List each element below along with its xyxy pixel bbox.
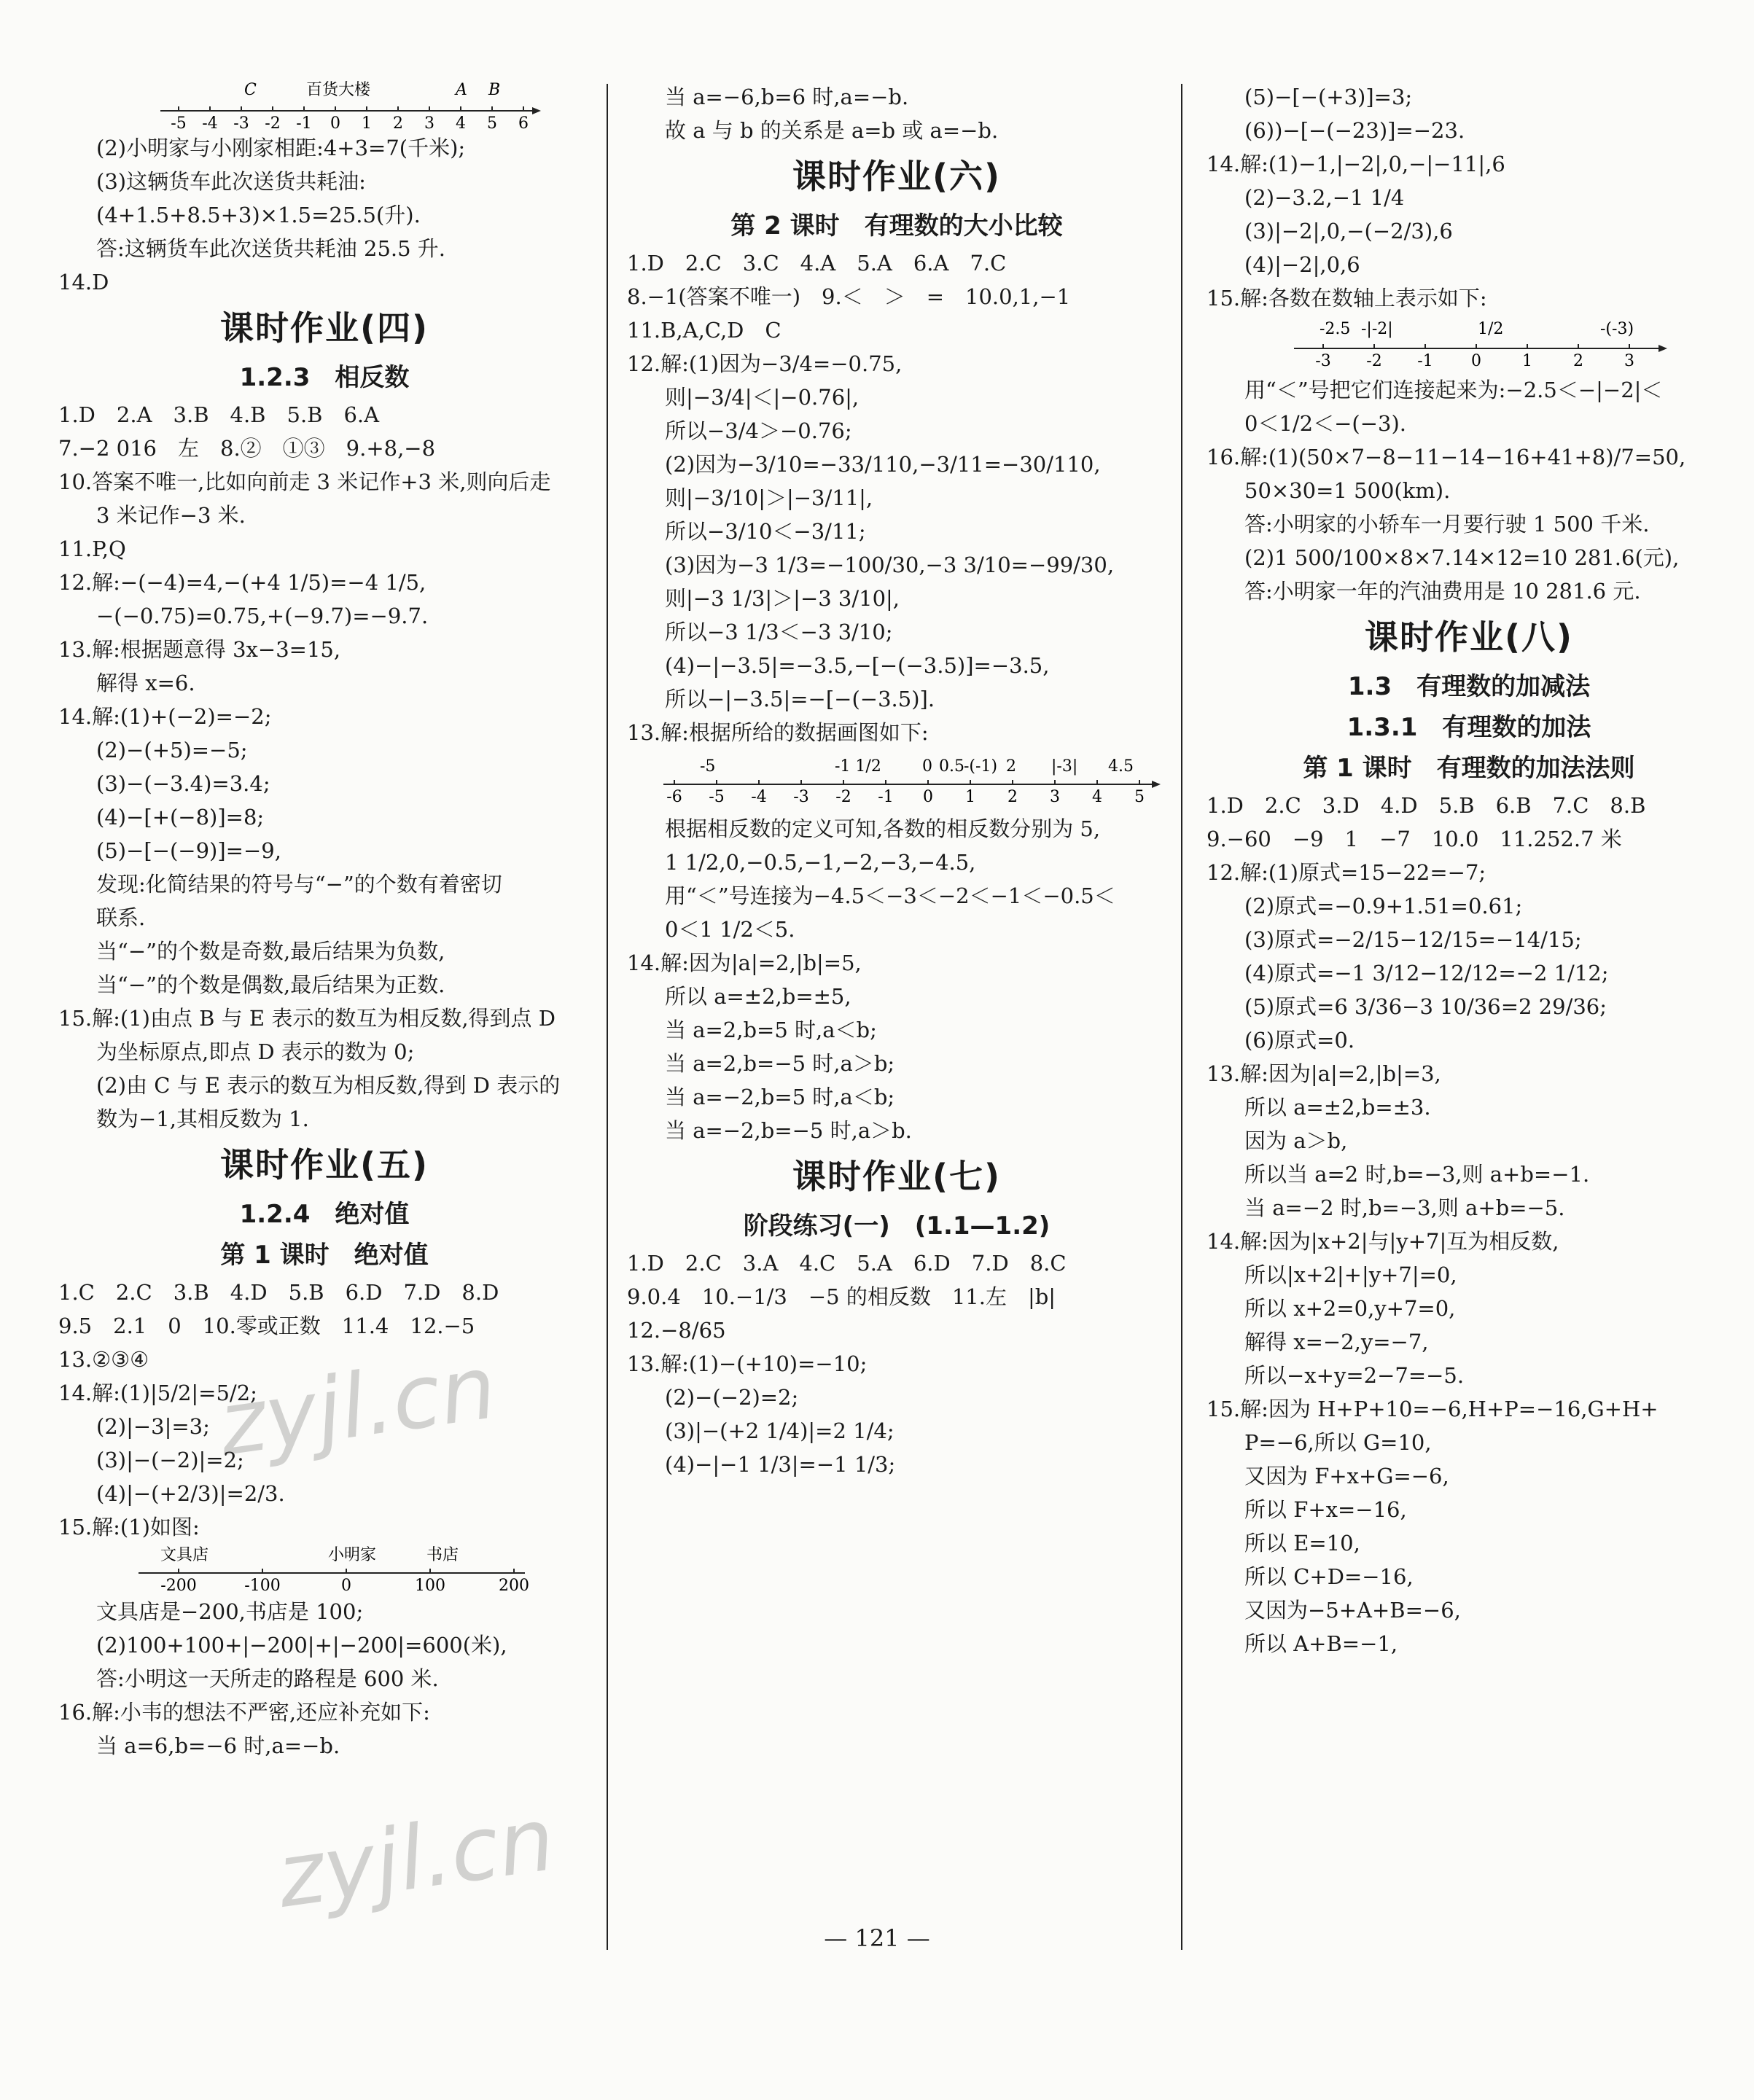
number-line-shops	[58, 80, 590, 131]
answer-line: 16.解:小韦的想法不严密,还应补充如下:	[58, 1700, 430, 1725]
text-block-2c	[627, 812, 1166, 1147]
answer-line: (6)原式=0.	[1244, 1028, 1355, 1053]
page-number: — 121 —	[824, 1924, 930, 1952]
answer-line: 答:小明家一年的汽油费用是 10 281.6 元.	[1244, 579, 1641, 604]
answer-line: (4)|−(+2/3)|=2/3.	[96, 1481, 285, 1506]
answer-line: 0＜1 1/2＜5.	[665, 917, 795, 942]
answer-line: 用“＜”号连接为−4.5＜−3＜−2＜−1＜−0.5＜	[665, 883, 1115, 908]
answer-line: 1 1/2,0,−0.5,−1,−2,−3,−4.5,	[665, 850, 976, 875]
mark-zero: 0	[922, 757, 932, 776]
answer-line: 所以 E=10,	[1244, 1531, 1360, 1556]
text-block-1d	[58, 1595, 590, 1763]
answer-line: 为坐标原点,即点 D 表示的数为 0;	[96, 1039, 415, 1064]
answer-line: 1.D 2.C 3.D 4.D 5.B 6.B 7.C 8.B	[1207, 793, 1646, 818]
mark-neg1half: -1 1/2	[835, 757, 881, 776]
text-block-1a	[58, 131, 590, 299]
section-title-5: 课时作业(五)	[219, 1145, 429, 1184]
answer-line: 因为 a＞b,	[1244, 1128, 1348, 1153]
answer-line: 又因为 F+x+G=−6,	[1244, 1464, 1449, 1488]
answer-line: 13.解:根据所给的数据画图如下:	[627, 720, 929, 745]
section-title-7: 课时作业(七)	[792, 1157, 1002, 1196]
answer-line: 则|−3 1/3|＞|−3 3/10|,	[665, 586, 900, 611]
section-subtitle-6: 第 2 课时 有理数的大小比较	[730, 211, 1063, 241]
answer-line: 1.D 2.C 3.C 4.A 5.A 6.A 7.C	[627, 251, 1007, 276]
tick-label: 4	[1092, 788, 1102, 806]
text-block-2a	[627, 80, 1166, 147]
answer-line: (2)小明家与小刚家相距:4+3=7(千米);	[96, 136, 466, 160]
answer-line: 1.D 2.A 3.B 4.B 5.B 6.A	[58, 402, 380, 427]
answer-line: 当 a=−2 时,b=−3,则 a+b=−5.	[1244, 1195, 1565, 1220]
answer-line: (4)−[+(−8)]=8;	[96, 805, 265, 830]
answer-line: 12.−8/65	[627, 1318, 726, 1343]
number-line-13	[627, 749, 1166, 812]
answer-line: 又因为−5+A+B=−6,	[1244, 1598, 1461, 1623]
answer-column-3	[1207, 80, 1731, 1660]
answer-line: 11.P,Q	[58, 536, 126, 561]
answer-line: (2)因为−3/10=−33/110,−3/11=−30/110,	[665, 452, 1101, 477]
answer-line: 答:这辆货车此次送货共耗油 25.5 升.	[96, 236, 445, 261]
tick-label: -1	[1417, 352, 1433, 370]
answer-line: 当“−”的个数是偶数,最后结果为正数.	[96, 972, 445, 997]
answer-line: 当 a=−6,b=6 时,a=−b.	[665, 85, 909, 109]
answer-line: 所以当 a=2 时,b=−3,则 a+b=−1.	[1244, 1162, 1590, 1187]
section-title-4: 课时作业(四)	[219, 308, 429, 348]
tick-label: 2	[393, 114, 403, 131]
answer-line: 答:小明家的小轿车一月要行驶 1 500 千米.	[1244, 512, 1650, 536]
answer-column-2	[627, 80, 1166, 1481]
label-b: B	[488, 81, 501, 99]
answer-line: 1.D 2.C 3.A 4.C 5.A 6.D 7.D 8.C	[627, 1251, 1067, 1276]
answer-line: 14.解:(1)|5/2|=5/2;	[58, 1381, 257, 1405]
tick-label: 6	[518, 114, 529, 131]
number-line-svg	[58, 80, 590, 131]
answer-line: 12.解:(1)因为−3/4=−0.75,	[627, 351, 903, 376]
tick-label: -5	[709, 788, 725, 806]
answer-line: 9.5 2.1 0 10.零或正数 11.4 12.−5	[58, 1314, 475, 1338]
answer-line: 根据相反数的定义可知,各数的相反数分别为 5,	[665, 816, 1101, 841]
number-line-15	[1207, 315, 1731, 373]
answer-line: 联系.	[96, 905, 146, 930]
answer-line: (2)100+100+|−200|+|−200|=600(米),	[96, 1633, 507, 1658]
section-title-8: 课时作业(八)	[1364, 617, 1574, 657]
tick-label: 3	[424, 114, 434, 131]
tick-label: 200	[499, 1577, 529, 1595]
answer-line: 所以 F+x=−16,	[1244, 1497, 1407, 1522]
section-subtitle-5b: 第 1 课时 绝对值	[220, 1241, 429, 1270]
answer-line: 10.答案不唯一,比如向前走 3 米记作+3 米,则向后走	[58, 469, 551, 494]
label-c: C	[244, 81, 257, 99]
answer-line: 当 a=6,b=−6 时,a=−b.	[96, 1733, 340, 1758]
tick-label: -1	[878, 788, 894, 806]
answer-line: 当 a=2,b=−5 时,a＞b;	[665, 1051, 895, 1076]
answer-line: 所以−3/4＞−0.76;	[665, 418, 852, 443]
answer-line: (3)原式=−2/15−12/15=−14/15;	[1244, 927, 1582, 952]
tick-label: 1	[965, 788, 975, 806]
text-block-1b	[58, 398, 590, 1136]
answer-line: −(−0.75)=0.75,+(−9.7)=−9.7.	[96, 604, 429, 628]
tick-label: -3	[1315, 352, 1331, 370]
column-divider-2	[1181, 84, 1182, 1950]
answer-line: 文具店是−200,书店是 100;	[96, 1599, 364, 1624]
answer-line: 16.解:(1)(50×7−8−11−14−16+41+8)/7=50,	[1207, 445, 1686, 469]
answer-line: 解得 x=−2,y=−7,	[1244, 1330, 1429, 1354]
answer-line: (2)由 C 与 E 表示的数互为相反数,得到 D 表示的	[96, 1073, 561, 1098]
tick-label: 2	[1573, 352, 1583, 370]
answer-line: (4)|−2|,0,6	[1244, 252, 1360, 277]
answer-line: (3)|−(−2)|=2;	[96, 1448, 244, 1472]
section-subtitle-4: 1.2.3 相反数	[239, 363, 410, 392]
mark-two: 2	[1006, 757, 1016, 776]
tick-label: -4	[202, 114, 218, 131]
tick-label: 4	[456, 114, 466, 131]
answer-line: 当 a=−2,b=5 时,a＜b;	[665, 1085, 895, 1109]
answer-line: 解得 x=6.	[96, 671, 195, 695]
answer-line: 所以 x+2=0,y+7=0,	[1244, 1296, 1456, 1321]
answer-line: 9.−60 −9 1 −7 10.0 11.252.7 米	[1207, 827, 1622, 851]
answer-line: 9.0.4 10.−1/3 −5 的相反数 11.左 |b|	[627, 1284, 1056, 1309]
answer-line: 11.B,A,C,D C	[627, 318, 781, 343]
tick-label: 5	[1134, 788, 1145, 806]
watermark: zyjl.cn	[271, 1789, 561, 1928]
tick-label: 2	[1007, 788, 1018, 806]
mark-abs3: |-3|	[1051, 757, 1078, 776]
answer-line: 所以−3/10＜−3/11;	[665, 519, 866, 544]
section-subtitle-8a: 1.3 有理数的加减法	[1347, 672, 1591, 701]
label-a: A	[456, 81, 467, 99]
answer-line: 14.解:因为|x+2|与|y+7|互为相反数,	[1207, 1229, 1559, 1254]
section-title-6: 课时作业(六)	[792, 157, 1002, 196]
answer-line: (4+1.5+8.5+3)×1.5=25.5(升).	[96, 203, 421, 227]
answer-line: (4)−|−1 1/3|=−1 1/3;	[665, 1452, 896, 1477]
answer-line: (3)因为−3 1/3=−100/30,−3 3/10=−99/30,	[665, 553, 1115, 577]
mark-neg2point5: -2.5	[1320, 320, 1351, 338]
answer-line: 14.D	[58, 270, 109, 294]
section-subtitle-8b: 1.3.1 有理数的加法	[1346, 713, 1591, 742]
text-block-3a	[1207, 80, 1731, 315]
answer-line: 13.解:根据题意得 3x−3=15,	[58, 637, 341, 662]
answer-line: 50×30=1 500(km).	[1244, 478, 1451, 503]
tick-label: -200	[160, 1577, 197, 1595]
answer-line: P=−6,所以 G=10,	[1244, 1430, 1432, 1455]
answer-line: 所以−|−3.5|=−[−(−3.5)].	[665, 687, 935, 711]
answer-line: 12.解:(1)原式=15−22=−7;	[1207, 860, 1486, 885]
tick-label: 3	[1624, 352, 1634, 370]
tick-label: 0	[1471, 352, 1481, 370]
answer-line: (5)−[−(−9)]=−9,	[96, 838, 281, 863]
tick-label: -6	[666, 788, 682, 806]
answer-line: (5)原式=6 3/36−3 10/36=2 29/36;	[1244, 994, 1607, 1019]
answer-line: (6))−[−(−23)]=−23.	[1244, 118, 1465, 143]
answer-line: 14.解:(1)+(−2)=−2;	[58, 704, 272, 729]
answer-line: 数为−1,其相反数为 1.	[96, 1106, 309, 1131]
text-block-3c	[1207, 789, 1731, 1660]
answer-line: 15.解:因为 H+P+10=−6,H+P=−16,G+H+	[1207, 1397, 1658, 1421]
answer-line: 14.解:(1)−1,|−2|,0,−|−11|,6	[1207, 152, 1505, 176]
tick-label: 0	[923, 788, 933, 806]
answer-line: 则|−3/10|＞|−3/11|,	[665, 485, 873, 510]
answer-line: (2)1 500/100×8×7.14×12=10 281.6(元),	[1244, 545, 1680, 570]
section-subtitle-8c: 第 1 课时 有理数的加法法则	[1303, 754, 1635, 783]
number-line-13-svg	[627, 749, 1166, 812]
tick-label: -3	[793, 788, 809, 806]
answer-line: 15.解:(1)如图:	[58, 1515, 200, 1539]
tick-label: -4	[751, 788, 767, 806]
tick-label: 0	[341, 1577, 351, 1595]
label-bookstore: 书店	[426, 1546, 459, 1564]
tick-label: -2	[265, 114, 281, 131]
tick-label: -5	[171, 114, 187, 131]
answer-line: 所以 a=±2,b=±3.	[1244, 1095, 1431, 1120]
section-subtitle-5a: 1.2.4 绝对值	[239, 1200, 410, 1229]
tick-label: -3	[233, 114, 249, 131]
answer-line: 当 a=2,b=5 时,a＜b;	[665, 1018, 877, 1042]
answer-line: 所以−3 1/3＜−3 3/10;	[665, 620, 893, 644]
answer-line: (2)−(+5)=−5;	[96, 738, 248, 762]
number-line-shop-svg	[58, 1544, 590, 1595]
answer-line: 3 米记作−3 米.	[96, 503, 246, 528]
tick-label: 1	[1522, 352, 1532, 370]
label-home: 小明家	[328, 1546, 377, 1564]
answer-line: 所以 A+B=−1,	[1244, 1631, 1398, 1656]
answer-line: (2)原式=−0.9+1.51=0.61;	[1244, 894, 1523, 918]
mark-4point5: 4.5	[1108, 757, 1134, 776]
mark-neg-neg3: -(-3)	[1600, 320, 1634, 338]
answer-line: 0＜1/2＜−(−3).	[1244, 411, 1407, 436]
answer-line: (2)−3.2,−1 1/4	[1244, 185, 1405, 210]
section-subtitle-7: 阶段练习(一) (1.1—1.2)	[743, 1211, 1051, 1241]
answer-line: 当 a=−2,b=−5 时,a＞b.	[665, 1118, 912, 1143]
answer-line: 15.解:(1)由点 B 与 E 表示的数互为相反数,得到点 D	[58, 1006, 556, 1031]
answer-line: (3)这辆货车此次送货共耗油:	[96, 169, 366, 194]
tick-label: -100	[244, 1577, 281, 1595]
mark-neg-neg1: -(-1)	[964, 757, 998, 776]
answer-line: (4)原式=−1 3/12−12/12=−2 1/12;	[1244, 961, 1609, 985]
answer-line: 答:小明这一天所走的路程是 600 米.	[96, 1666, 439, 1691]
label-stationery: 文具店	[160, 1546, 209, 1564]
answer-line: 所以|x+2|+|y+7|=0,	[1244, 1262, 1457, 1287]
mark-half: 1/2	[1478, 320, 1504, 338]
answer-line: 12.解:−(−4)=4,−(+4 1/5)=−4 1/5,	[58, 570, 426, 595]
answer-line: 13.解:(1)−(+10)=−10;	[627, 1351, 868, 1376]
watermark: zyjl.cn	[213, 1337, 502, 1476]
answer-line: 7.−2 016 左 8.② ①③ 9.+8,−8	[58, 436, 436, 461]
answer-line: (3)|−(+2 1/4)|=2 1/4;	[665, 1418, 894, 1443]
tick-label: -2	[835, 788, 851, 806]
column-divider-1	[607, 84, 608, 1950]
mark-neg-abs2: -|-2|	[1361, 320, 1393, 338]
answer-line: 用“＜”号把它们连接起来为:−2.5＜−|−2|＜	[1244, 378, 1663, 402]
tick-label: -1	[296, 114, 312, 131]
answer-line: (4)−|−3.5|=−3.5,−[−(−3.5)]=−3.5,	[665, 653, 1050, 678]
text-block-3b	[1207, 373, 1731, 608]
text-block-2d	[627, 1246, 1166, 1481]
tick-label: -2	[1366, 352, 1382, 370]
answer-line: 13.解:因为|a|=2,|b|=3,	[1207, 1061, 1441, 1086]
tick-label: 3	[1050, 788, 1060, 806]
answer-line: 发现:化简结果的符号与“−”的个数有着密切	[96, 872, 502, 897]
answer-line: 故 a 与 b 的关系是 a=b 或 a=−b.	[665, 118, 999, 143]
tick-label: 1	[362, 114, 372, 131]
tick-label: 0	[330, 114, 340, 131]
label-store: 百货大楼	[306, 81, 371, 99]
answer-column-1	[58, 80, 590, 1763]
tick-label: 5	[487, 114, 497, 131]
answer-line: (3)−(−3.4)=3.4;	[96, 771, 270, 796]
answer-line: 15.解:各数在数轴上表示如下:	[1207, 286, 1487, 311]
number-line-stationery	[58, 1544, 590, 1595]
answer-line: (2)|−3|=3;	[96, 1414, 210, 1439]
answer-line: 8.−1(答案不唯一) 9.＜ ＞ = 10.0,1,−1	[627, 284, 1071, 309]
answer-line: 所以 a=±2,b=±5,	[665, 984, 851, 1009]
answer-line: 14.解:因为|a|=2,|b|=5,	[627, 951, 862, 975]
answer-line: 则|−3/4|＜|−0.76|,	[665, 385, 860, 410]
answer-line: 13.②③④	[58, 1347, 149, 1372]
answer-line: (5)−[−(+3)]=3;	[1244, 85, 1413, 109]
answer-line: 所以−x+y=2−7=−5.	[1244, 1363, 1465, 1388]
answer-line: (2)−(−2)=2;	[665, 1385, 799, 1410]
answer-line: (3)|−2|,0,−(−2/3),6	[1244, 219, 1453, 243]
mark-neg5: -5	[700, 757, 716, 776]
answer-line: 当“−”的个数是奇数,最后结果为负数,	[96, 939, 445, 964]
mark-half: 0.5	[939, 757, 964, 776]
tick-label: 100	[415, 1577, 445, 1595]
answer-line: 所以 C+D=−16,	[1244, 1564, 1414, 1589]
answer-line: 1.C 2.C 3.B 4.D 5.B 6.D 7.D 8.D	[58, 1280, 499, 1305]
text-block-2b	[627, 246, 1166, 749]
number-line-15-svg	[1207, 315, 1731, 373]
